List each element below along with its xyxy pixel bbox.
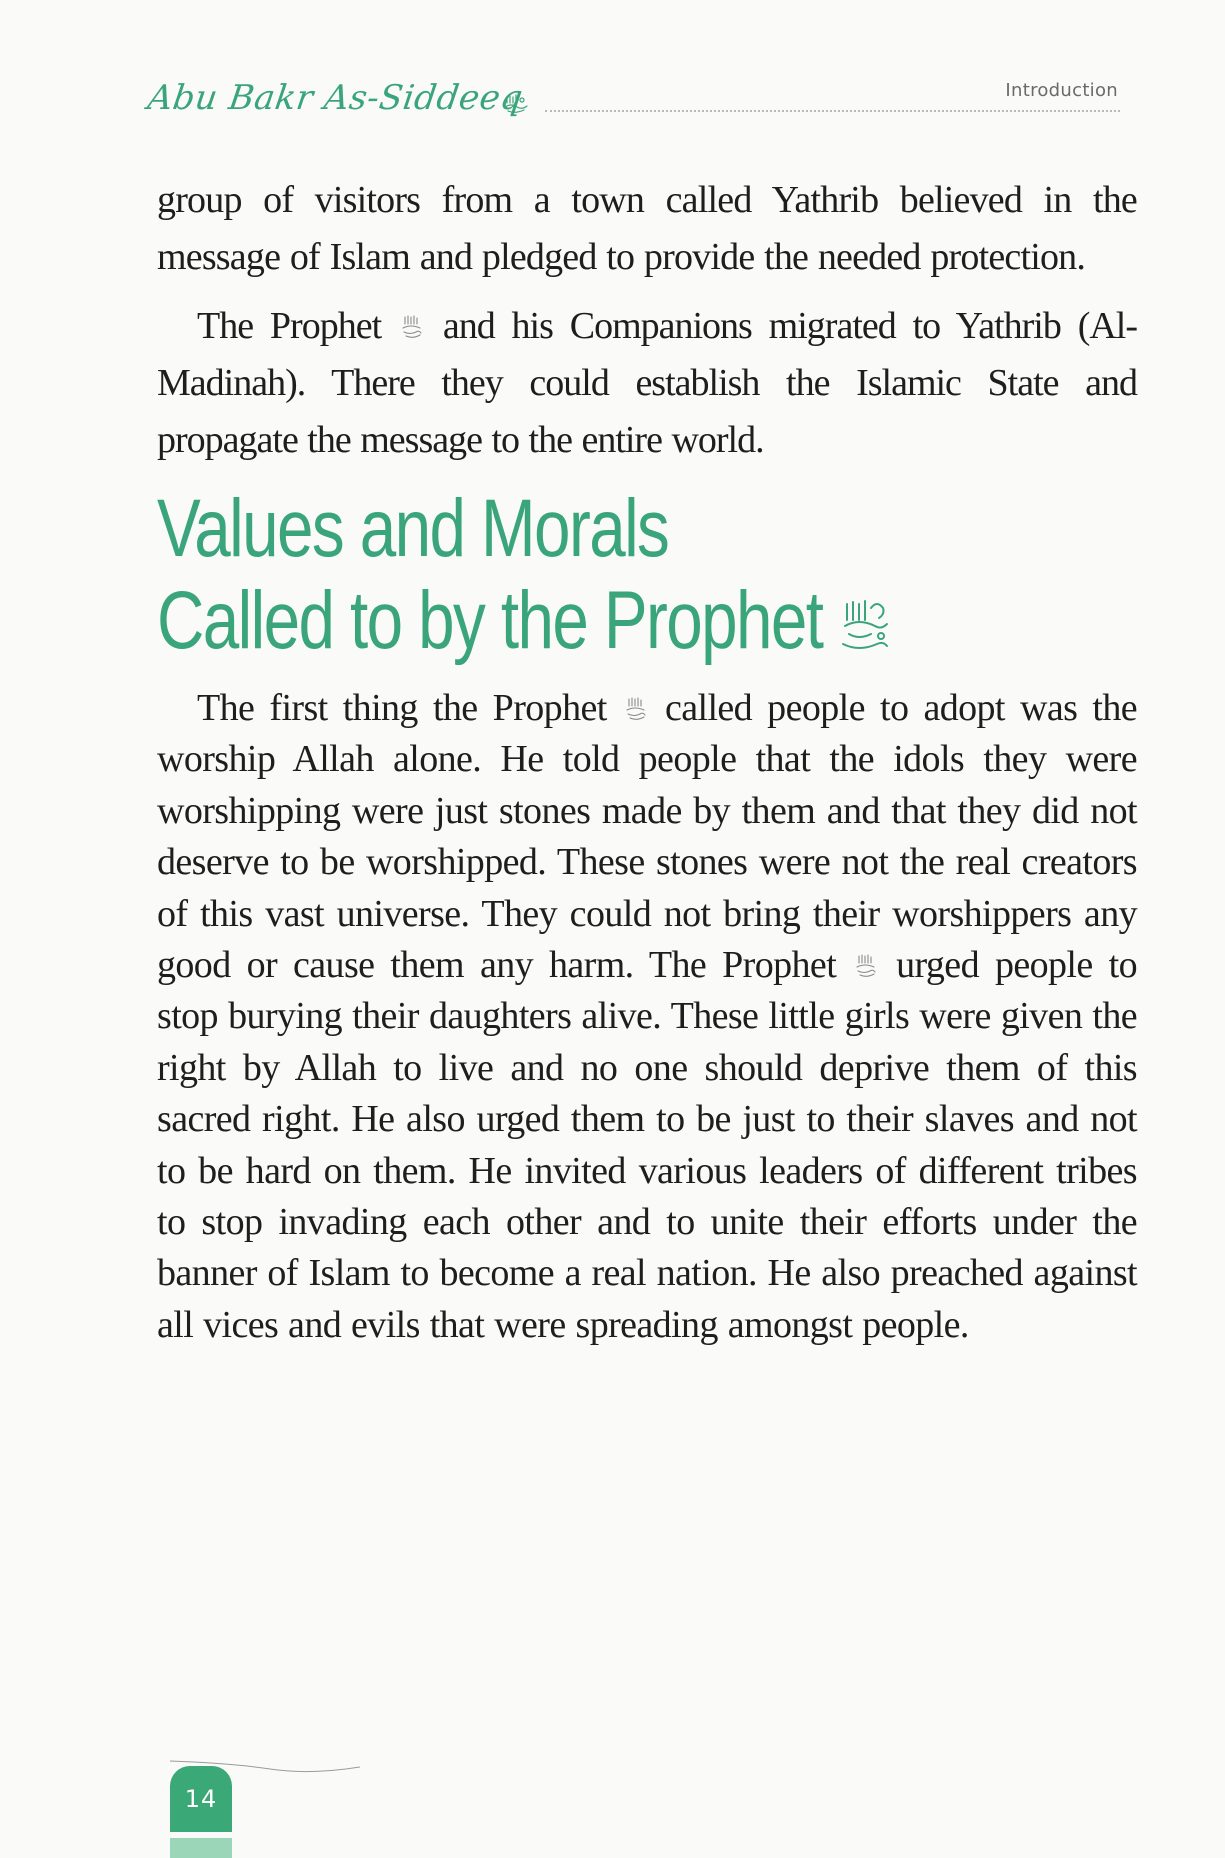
heading-line-2-text: Called to by the Prophet (157, 575, 823, 666)
heading-line-2 (157, 575, 941, 667)
paragraph-values (157, 683, 1137, 1351)
paragraph-continuation: group of visitors from a town called Yathrib believed in the message of Islam and pledged to provide the needed protection. (157, 179, 1137, 278)
paragraph-migration (157, 298, 1137, 469)
page-tab-strip (170, 1838, 232, 1858)
honorific-calligraphy-icon (503, 93, 529, 115)
paragraph-text: The first thing the Prophet (197, 687, 607, 729)
page-number: 14 (184, 1785, 218, 1813)
section-label: Introduction (1005, 80, 1118, 101)
section-heading (157, 483, 941, 667)
paragraph-text: and his Companions migrated to Yathrib (Al-Madinah). There they could establish the Islamic State and propagate the message to the entire world. (157, 305, 1137, 461)
running-header (0, 0, 1225, 140)
paragraph-text: called people to adopt was the worship Allah alone. He told people that the idols they were worshipping were just stones made by them and that they did not deserve to be worshipped. These stones were not the real creators of this vast universe. They could not bring their worshippers any good or cause them any harm. The Prophet (157, 687, 1138, 987)
paragraph-text: The Prophet (197, 305, 382, 347)
pbuh-calligraphy-icon (624, 696, 648, 722)
header-dotted-rule (545, 110, 1120, 112)
page-content (157, 172, 1137, 1351)
pbuh-calligraphy-icon (400, 314, 424, 340)
pbuh-calligraphy-icon (854, 953, 878, 979)
paragraph-text: urged people to stop burying their daughters alive. These little girls were given the right by Allah to live and no one should deprive them of this sacred right. He also urged them to be just to their slaves and not to be hard on them. He invited various leaders of different tribes to stop invading each other and to unite their efforts under the banner of Islam to become a real nation. He also preached against all vices and evils that were spreading amongst people. (157, 944, 1137, 1346)
book-title: Abu Bakr As-Siddeeq (145, 78, 526, 118)
pbuh-calligraphy-icon (837, 598, 893, 654)
heading-line-1: Values and Morals (157, 483, 669, 574)
page-number-tab (170, 1766, 232, 1832)
